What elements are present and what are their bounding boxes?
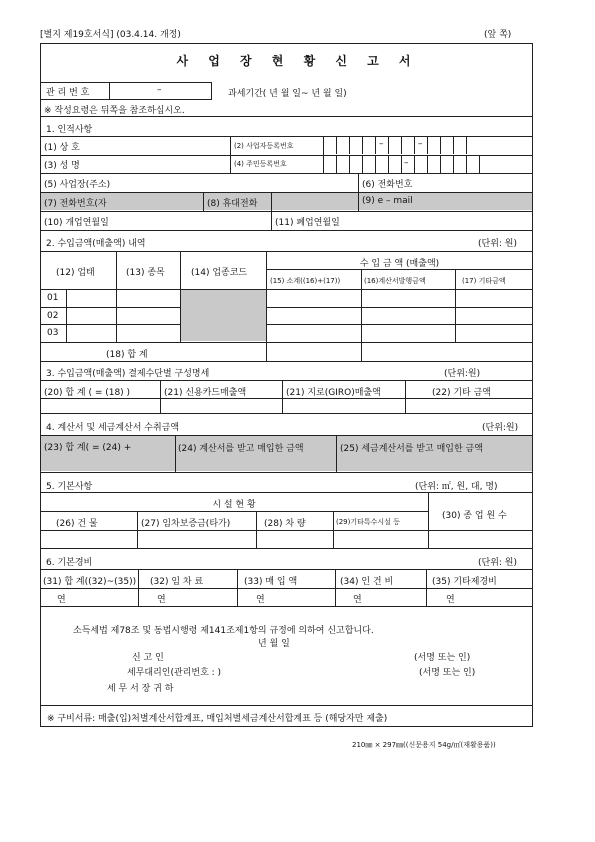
required-documents: ※ 구비서류: 매출(입)처별계산서합계표, 매입처별세금계산서합계표 등 (해당자만 제출) xyxy=(47,714,388,724)
form-reference: [별지 제19호서식] (03.4.14. 개정) xyxy=(40,30,181,40)
col-expense-total: (31) 합 계((32)~(35)) xyxy=(43,577,137,587)
facilities-group-header: 시 설 현 황 xyxy=(212,500,256,510)
section6-heading: 6. 기본경비 xyxy=(46,558,93,568)
col-invoice-amount: (16)계산서발행금액 xyxy=(364,277,426,285)
section4-heading: 4. 계산서 및 세금계산서 수취금액 xyxy=(46,423,180,433)
section4-unit: (단위:원) xyxy=(482,423,519,433)
col-labor: (34) 인 건 비 xyxy=(340,577,394,587)
section5-heading: 5. 기본사항 xyxy=(46,482,93,492)
field-email: (9) e – mail xyxy=(362,196,413,206)
col-employees: (30) 종 업 원 수 xyxy=(442,511,507,521)
instructions-note: ※ 작성요령은 뒤쪽을 참조하십시오. xyxy=(44,106,185,116)
section2-heading: 2. 수입금액(매출액) 내역 xyxy=(46,239,146,249)
col-credit-card: (21) 신용카드매출액 xyxy=(164,388,247,398)
col-item: (13) 종목 xyxy=(126,268,165,278)
col-other-amount: (17) 기타금액 xyxy=(462,277,506,285)
tax-agent-label: 세무대리인(관리번호 : ) xyxy=(127,668,222,678)
addressee: 세 무 서 장 귀 하 xyxy=(107,684,174,694)
col-purchases: (33) 매 입 액 xyxy=(244,577,298,587)
col-subtotal: (15) 소계((16)+(17)) xyxy=(270,277,341,285)
col-other-expenses: (35) 기타제경비 xyxy=(432,577,497,587)
col-invoice-purchase: (24) 계산서를 받고 매입한 금액 xyxy=(178,444,304,454)
reporter-signature: (서명 또는 인) xyxy=(414,653,471,663)
col-payment-total: (20) 합 계 ( = (18) ) xyxy=(44,388,131,398)
field-resident-reg-no: (4) 주민등록번호 xyxy=(234,160,287,168)
year-unit: 연 xyxy=(446,595,455,605)
col-special-facilities: (29)기타특수시설 등 xyxy=(336,518,400,526)
field-phone: (6) 전화번호 xyxy=(362,180,413,190)
mgmt-number-dash: – xyxy=(157,85,162,95)
col-industry-code: (14) 업종코드 xyxy=(191,268,248,278)
bizno-dash-1: – xyxy=(379,139,384,149)
field-open-date: (10) 개업연월일 xyxy=(44,218,109,228)
field-close-date: (11) 폐업연월일 xyxy=(275,218,340,228)
revenue-group-header: 수 입 금 액 (매출액) xyxy=(359,259,440,269)
col-lease-deposit: (27) 임차보증금(타가) xyxy=(141,519,231,529)
mgmt-number-label: 관 리 번 호 xyxy=(46,88,90,98)
field-home-phone: (7) 전화번호(자 xyxy=(44,199,107,209)
declaration-statement: 소득세법 제78조 및 동법시행령 제141조제1항의 규정에 의하여 신고합니다. xyxy=(73,626,374,636)
year-unit: 연 xyxy=(256,595,265,605)
tax-period: 과세기간( 년 월 일~ 년 월 일) xyxy=(228,89,347,99)
col-building: (26) 건 물 xyxy=(56,519,98,529)
col-business-type: (12) 업태 xyxy=(56,268,95,278)
year-unit: 연 xyxy=(157,595,166,605)
year-unit: 연 xyxy=(353,595,362,605)
col-purchase-total: (23) 합 계( = (24) + xyxy=(44,443,132,453)
tax-agent-signature: (서명 또는 인) xyxy=(419,668,476,678)
field-address: (5) 사업장(주소) xyxy=(44,180,111,190)
paper-spec-footer: 210㎜ × 297㎜((신문용지 54g/㎡(재활용품)) xyxy=(352,741,496,749)
field-trade-name: (1) 상 호 xyxy=(44,143,80,153)
section2-unit: (단위: 원) xyxy=(478,239,517,249)
bizno-dash-2: – xyxy=(418,139,423,149)
section1-heading: 1. 인적사항 xyxy=(46,125,93,135)
col-rent: (32) 임 차 료 xyxy=(150,577,204,587)
col-giro: (21) 지로(GIRO)매출액 xyxy=(286,388,381,398)
section3-heading: 3. 수입금액(매출액) 결제수단별 구성명세 xyxy=(46,369,210,379)
col-other-payment: (22) 기타 금액 xyxy=(432,388,491,398)
page-title: 사 업 장 현 황 신 고 서 xyxy=(176,54,419,68)
page-side-label: (앞 쪽) xyxy=(484,30,512,40)
field-mobile: (8) 휴대전화 xyxy=(207,199,258,209)
col-vehicles: (28) 차 량 xyxy=(264,519,306,529)
field-business-reg-no: (2) 사업자등록번호 xyxy=(234,142,294,150)
revenue-total-label: (18) 합 계 xyxy=(106,350,148,360)
row-number: 01 xyxy=(47,293,59,303)
resno-dash: – xyxy=(404,158,409,168)
year-unit: 연 xyxy=(57,595,66,605)
field-name: (3) 성 명 xyxy=(44,161,80,171)
row-number: 02 xyxy=(47,311,59,321)
section6-unit: (단위: 원) xyxy=(478,558,517,568)
section5-unit: (단위: ㎡, 원, 대, 명) xyxy=(415,482,498,492)
declaration-date: 년 월 일 xyxy=(258,639,290,649)
section3-unit: (단위:원) xyxy=(444,369,481,379)
reporter-label: 신 고 인 xyxy=(132,653,164,663)
col-tax-invoice-purchase: (25) 세금계산서를 받고 매입한 금액 xyxy=(340,444,483,454)
row-number: 03 xyxy=(47,328,59,338)
